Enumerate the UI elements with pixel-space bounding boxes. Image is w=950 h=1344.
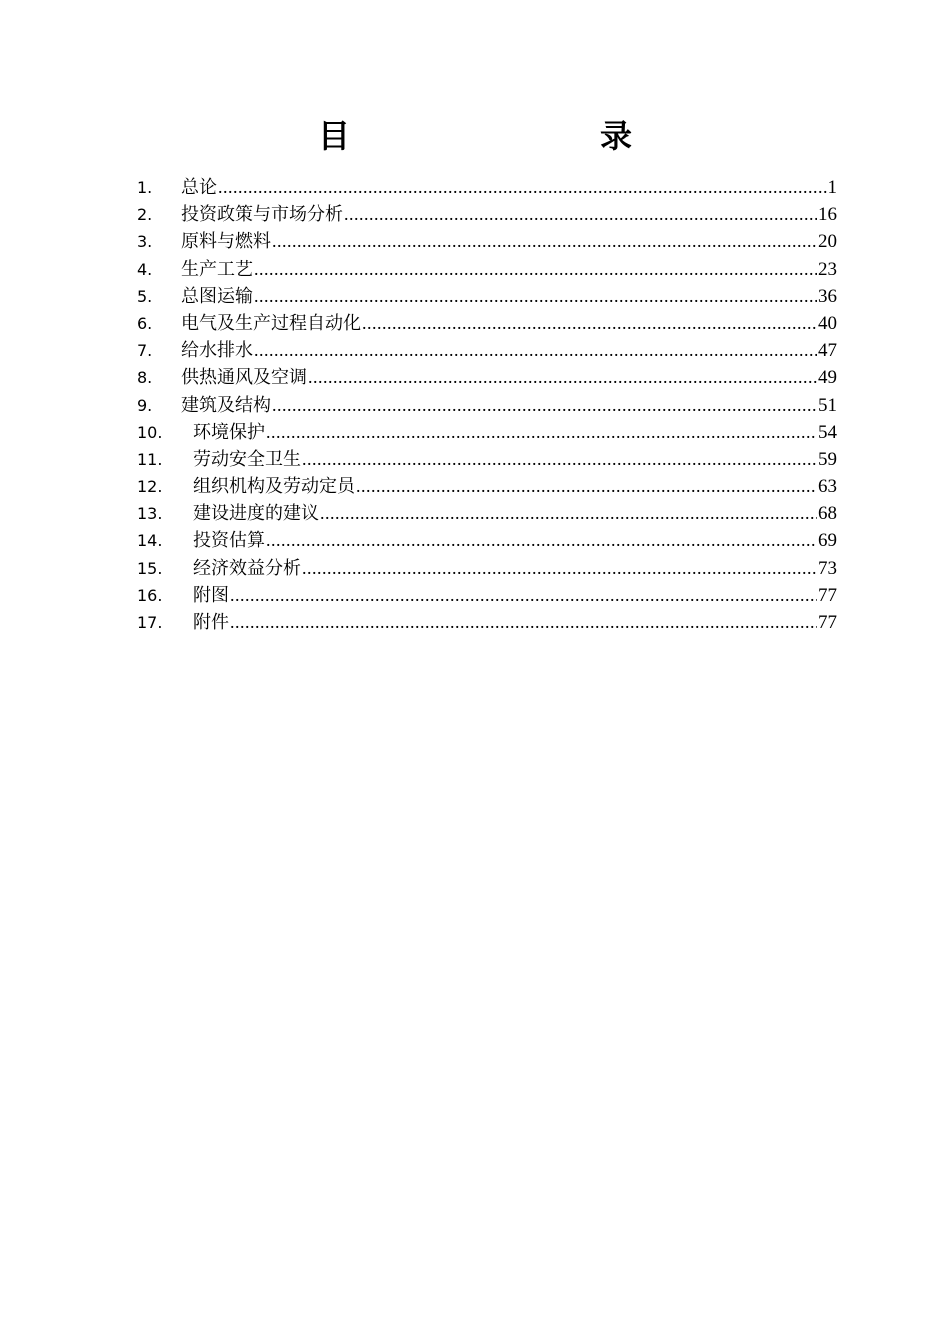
table-of-contents xyxy=(137,174,837,636)
toc-entry-number: 3. xyxy=(137,232,153,252)
toc-entry-label: 劳动安全卫生 xyxy=(193,448,301,470)
toc-entry[interactable] xyxy=(137,337,837,364)
toc-entry-page: 16 xyxy=(818,204,837,226)
toc-entry-number: 15. xyxy=(137,558,163,578)
toc-leader-dots xyxy=(254,337,817,364)
toc-entry[interactable] xyxy=(137,174,837,201)
toc-entry-page: 36 xyxy=(818,285,837,307)
toc-leader-dots xyxy=(254,256,817,283)
toc-entry-label: 电气及生产过程自动化 xyxy=(181,312,361,334)
toc-entry-label: 经济效益分析 xyxy=(193,557,301,579)
toc-entry[interactable] xyxy=(137,555,837,582)
toc-leader-dots xyxy=(344,201,817,228)
toc-entry-page: 59 xyxy=(818,448,837,470)
toc-entry[interactable] xyxy=(137,364,837,391)
toc-entry-page: 73 xyxy=(818,557,837,579)
toc-entry-number: 11. xyxy=(137,449,163,469)
toc-entry-number: 10. xyxy=(137,422,163,442)
toc-entry[interactable] xyxy=(137,419,837,446)
toc-entry[interactable] xyxy=(137,609,837,636)
toc-entry-number: 9. xyxy=(137,395,153,415)
toc-entry-page: 54 xyxy=(818,421,837,443)
toc-entry-page: 20 xyxy=(818,231,837,253)
toc-entry-number: 17. xyxy=(137,613,163,632)
toc-entry-page: 23 xyxy=(818,258,837,280)
toc-entry-label: 生产工艺 xyxy=(181,258,253,280)
toc-entry[interactable] xyxy=(137,446,837,473)
toc-leader-dots xyxy=(254,283,817,310)
toc-leader-dots xyxy=(218,174,827,201)
toc-entry[interactable] xyxy=(137,256,837,283)
toc-entry-page: 51 xyxy=(818,394,837,416)
toc-entry-label: 供热通风及空调 xyxy=(181,367,307,389)
toc-leader-dots xyxy=(320,500,817,527)
toc-entry[interactable] xyxy=(137,283,837,310)
toc-entry-page: 1 xyxy=(827,177,837,198)
toc-entry[interactable] xyxy=(137,500,837,527)
toc-entry-label: 附图 xyxy=(193,584,229,606)
toc-entry-page: 69 xyxy=(818,530,837,552)
toc-entry-number: 2. xyxy=(137,205,153,225)
toc-leader-dots xyxy=(230,582,817,609)
toc-entry-number: 14. xyxy=(137,531,163,551)
toc-entry-number: 5. xyxy=(137,286,153,306)
toc-leader-dots xyxy=(272,228,817,255)
toc-title: 目 录 xyxy=(317,117,694,155)
toc-entry[interactable] xyxy=(137,582,837,609)
toc-entry-number: 1. xyxy=(137,178,153,197)
toc-leader-dots xyxy=(272,392,817,419)
toc-entry-label: 投资政策与市场分析 xyxy=(181,204,343,226)
toc-entry-number: 13. xyxy=(137,504,163,524)
toc-entry-number: 7. xyxy=(137,341,153,361)
toc-entry-label: 总论 xyxy=(181,177,217,198)
toc-entry[interactable] xyxy=(137,310,837,337)
toc-entry-page: 68 xyxy=(818,503,837,525)
toc-entry-number: 12. xyxy=(137,477,163,497)
toc-leader-dots xyxy=(266,527,817,554)
toc-entry[interactable] xyxy=(137,228,837,255)
toc-entry-label: 建筑及结构 xyxy=(181,394,271,416)
toc-leader-dots xyxy=(266,419,817,446)
toc-leader-dots xyxy=(356,473,817,500)
toc-entry-label: 建设进度的建议 xyxy=(193,503,319,525)
toc-entry-page: 40 xyxy=(818,312,837,334)
toc-entry-number: 6. xyxy=(137,313,153,333)
toc-entry-page: 49 xyxy=(818,367,837,389)
toc-leader-dots xyxy=(302,555,817,582)
toc-entry-label: 给水排水 xyxy=(181,340,253,362)
toc-entry-label: 总图运输 xyxy=(181,285,253,307)
toc-entry[interactable] xyxy=(137,473,837,500)
toc-entry-label: 组织机构及劳动定员 xyxy=(193,476,355,498)
toc-entry-label: 投资估算 xyxy=(193,530,265,552)
toc-entry[interactable] xyxy=(137,201,837,228)
toc-entry-number: 16. xyxy=(137,585,163,605)
toc-leader-dots xyxy=(302,446,817,473)
toc-entry-page: 63 xyxy=(818,476,837,498)
toc-leader-dots xyxy=(308,364,817,391)
toc-entry-page: 77 xyxy=(818,612,837,633)
toc-entry-page: 47 xyxy=(818,340,837,362)
toc-entry[interactable] xyxy=(137,392,837,419)
toc-entry-number: 4. xyxy=(137,259,153,279)
toc-entry-label: 环境保护 xyxy=(193,421,265,443)
toc-entry-label: 原料与燃料 xyxy=(181,231,271,253)
toc-entry-page: 77 xyxy=(818,584,837,606)
toc-leader-dots xyxy=(230,609,817,636)
toc-entry-label: 附件 xyxy=(193,612,229,633)
toc-leader-dots xyxy=(362,310,817,337)
toc-entry-number: 8. xyxy=(137,368,153,388)
toc-entry[interactable] xyxy=(137,527,837,554)
